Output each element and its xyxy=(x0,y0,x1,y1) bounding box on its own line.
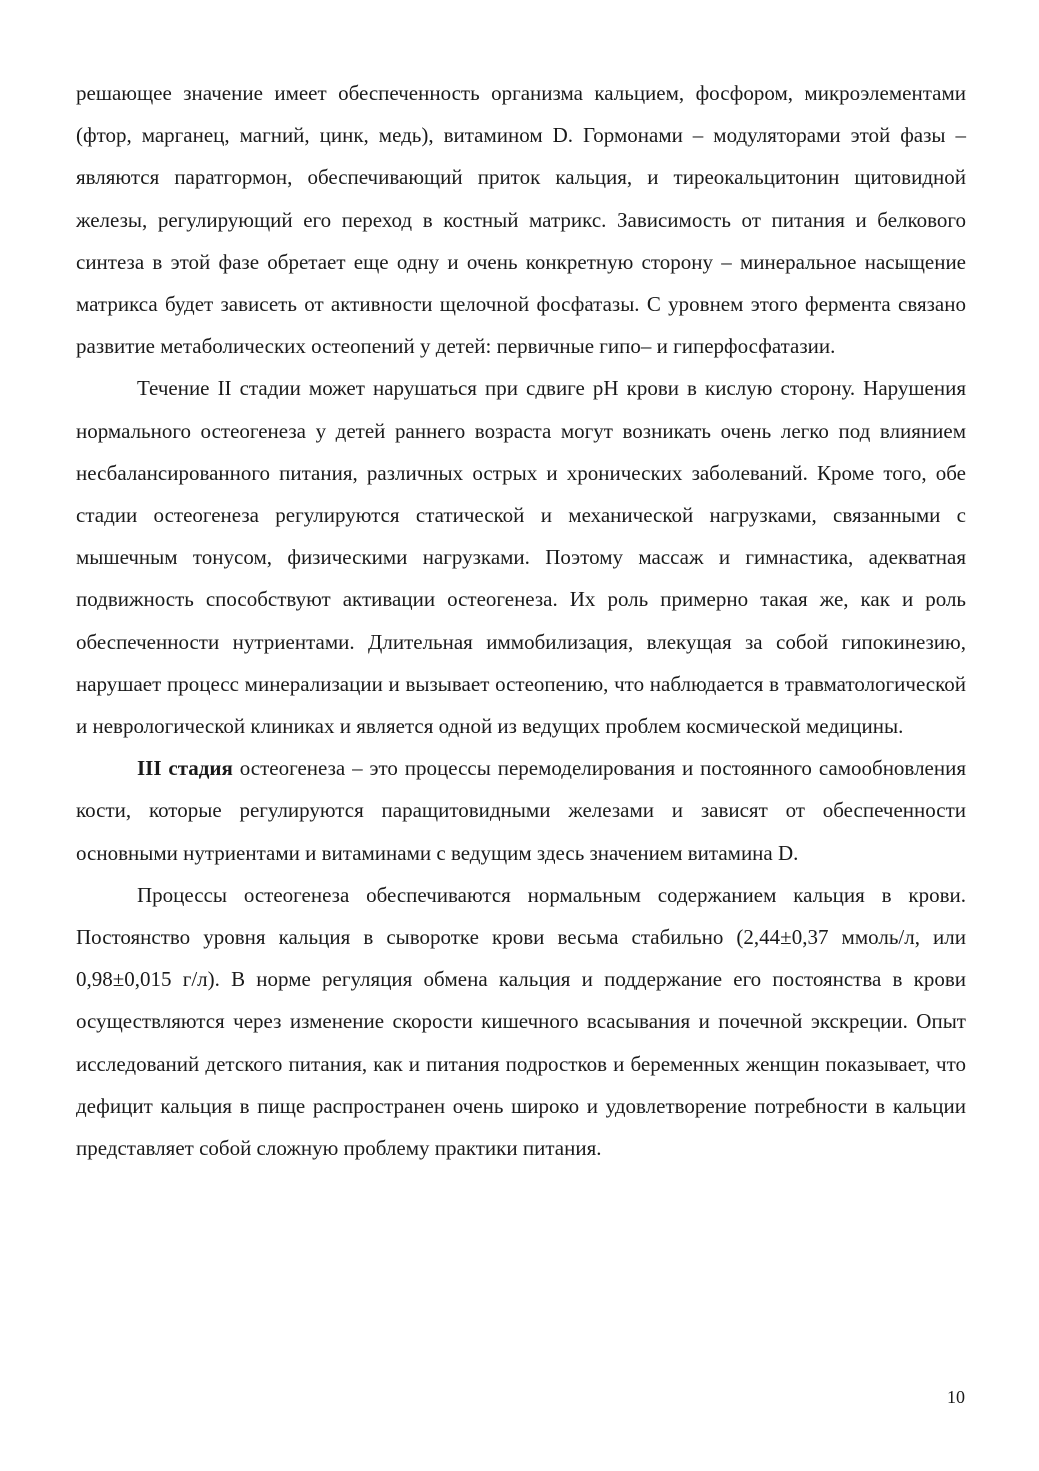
page-number: 10 xyxy=(947,1387,965,1407)
paragraph-continuation: решающее значение имеет обеспеченность организма кальцием, фосфором, микроэлементами (фтор, марганец, магний, цинк, медь), витамином D. Гормонами – модуляторами этой фазы – являются паратгормон, обеспечивающий приток кальция, и тиреокальцитонин щитовидной железы, регулирующий его переход в костный матрикс. Зависимость от питания и белкового синтеза в этой фазе обретает еще одну и очень конкретную сторону – минеральное насыщение матрикса будет зависеть от активности щелочной фосфатазы. С уровнем этого фермента связано развитие метаболических остеопений у детей: первичные гипо– и гиперфосфатазии. xyxy=(76,81,966,359)
paragraph-stage-three xyxy=(76,747,966,874)
stage-three-text: остеогенеза – это процессы перемоделирования и постоянного самообновления кости, которые регулируются паращитовидными железами и зависят от обеспеченности основными нутриентами и витаминами с ведущим здесь значением витамина D. xyxy=(76,756,967,865)
stage-three-heading: III стадия xyxy=(137,756,233,781)
paragraph-calcium: Процессы остеогенеза обеспечиваются нормальным содержанием кальция в крови. Постоянство уровня кальция в сыворотке крови весьма стабильно (2,44±0,37 ммоль/л, или 0,98±0,015 г/л). В норме регуляция обмена кальция и поддержание его постоянства в крови осуществляются через изменение скорости кишечного всасывания и почечной экскреции. Опыт исследований детского питания, как и питания подростков и беременных женщин показывает, что дефицит кальция в пище распространен очень широко и удовлетворение потребности в кальции представляет собой сложную проблему практики питания. xyxy=(76,882,966,1161)
paragraph-stage-two: Течение II стадии может нарушаться при сдвиге pH крови в кислую сторону. Нарушения нормального остеогенеза у детей раннего возраста могут возникать очень легко под влиянием несбалансированного питания, различных острых и хронических заболеваний. Кроме того, обе стадии остеогенеза регулируются статической и механической нагрузками, связанными с мышечным тонусом, физическими нагрузками. Поэтому массаж и гимнастика, адекватная подвижность способствуют активации остеогенеза. Их роль примерно такая же, как и роль обеспеченности нутриентами. Длительная иммобилизация, влекущая за собой гипокинезию, нарушает процесс минерализации и вызывает остеопению, что наблюдается в травматологической и неврологической клиниках и является одной из ведущих проблем космической медицины. xyxy=(76,376,966,739)
body-text xyxy=(76,72,966,1169)
